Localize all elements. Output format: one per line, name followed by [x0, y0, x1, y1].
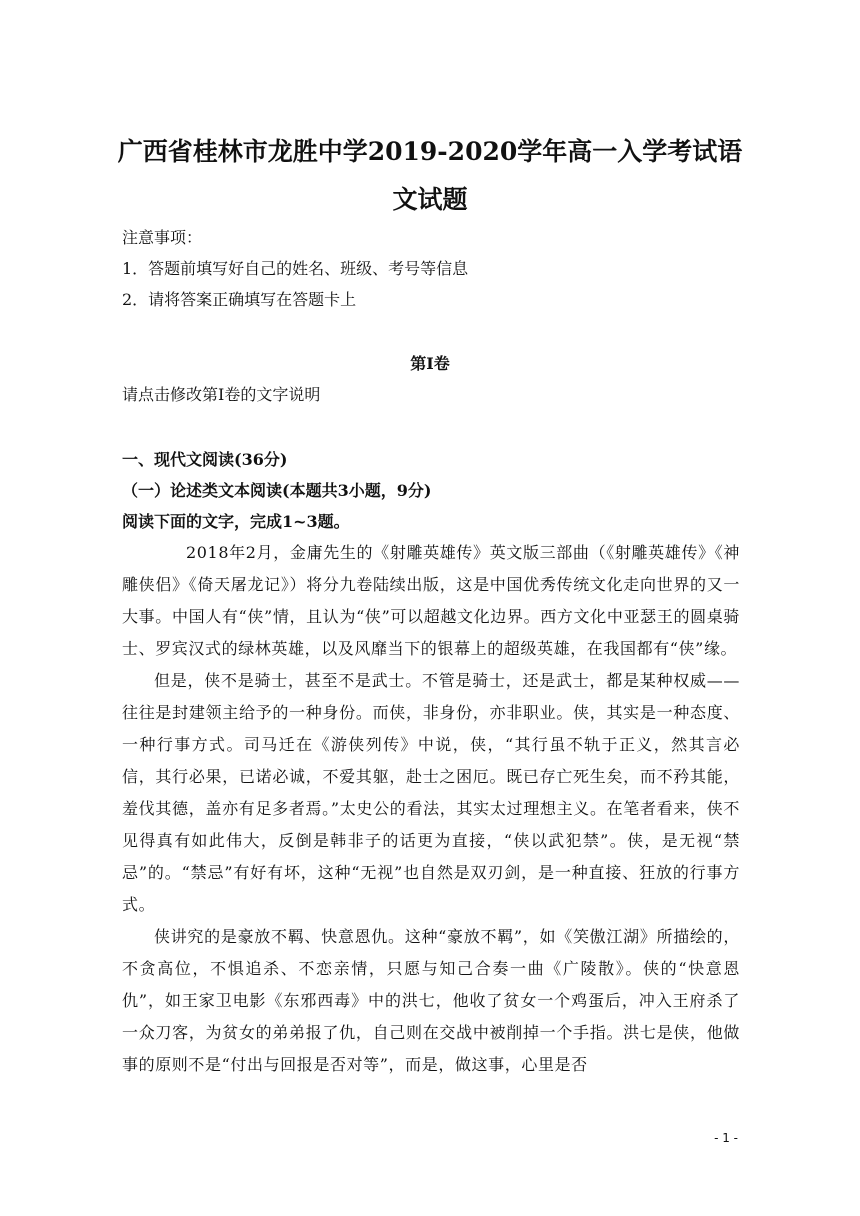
article-body — [122, 537, 740, 1081]
section-heading: 一、现代文阅读(36分) — [122, 450, 288, 469]
notes-heading: 注意事项： — [122, 228, 203, 247]
note-item: 2．请将答案正确填写在答题卡上 — [122, 290, 357, 309]
subsection-heading: （一）论述类文本阅读(本题共3小题，9分) — [122, 481, 432, 500]
article-paragraph: 侠讲究的是豪放不羁、快意恩仇。这种“豪放不羁”，如《笑傲江湖》所描绘的，不贪高位，不惧追杀、不恋亲情，只愿与知己合奏一曲《广陵散》。侠的“快意恩仇”，如王家卫电影《东邪西毒》中的洪七，他收了贫女一个鸡蛋后，冲入王府杀了一众刀客，为贫女的弟弟报了仇，自己则在交战中被削掉一个手指。洪七是侠，他做事的原则不是“付出与回报是否对等”，而是，做这事，心里是否 — [122, 927, 740, 1074]
note-item: 1．答题前填写好自己的姓名、班级、考号等信息 — [122, 259, 469, 278]
article-paragraph: 2018年2月，金庸先生的《射雕英雄传》英文版三部曲（《射雕英雄传》《神雕侠侣》《倚天屠龙记》）将分九卷陆续出版，这是中国优秀传统文化走向世界的又一大事。中国人有“侠”情，且认为“侠”可以超越文化边界。西方文化中亚瑟王的圆桌骑士、罗宾汉式的绿林英雄，以及风靡当下的银幕上的超级英雄，在我国都有“侠”缘。 — [122, 543, 740, 658]
notes-section — [122, 222, 742, 315]
document-title: 广西省桂林市龙胜中学2019-2020学年高一入学考试语文试题 — [117, 137, 743, 214]
page-number: - 1 - — [714, 1131, 738, 1145]
volume-description: 请点击修改第I卷的文字说明 — [122, 385, 321, 404]
section-headings — [122, 444, 742, 537]
volume-title: 第I卷 — [410, 354, 450, 373]
article-paragraph: 但是，侠不是骑士，甚至不是武士。不管是骑士，还是武士，都是某种权威——往往是封建领主给予的一种身份。而侠，非身份，亦非职业。侠，其实是一种态度、一种行事方式。司马迁在《游侠列传》中说，侠，“其行虽不轨于正义，然其言必信，其行必果，已诺必诚，不爱其躯，赴士之困厄。既已存亡死生矣，而不矜其能，羞伐其德，盖亦有足多者焉。”太史公的看法，其实太过理想主义。在笔者看来，侠不见得真有如此伟大，反倒是韩非子的话更为直接，“侠以武犯禁”。侠，是无视“禁忌”的。“禁忌”有好有坏，这种“无视”也自然是双刃剑，是一种直接、狂放的行事方式。 — [122, 671, 740, 914]
reading-instruction: 阅读下面的文字，完成1~3题。 — [122, 512, 350, 531]
